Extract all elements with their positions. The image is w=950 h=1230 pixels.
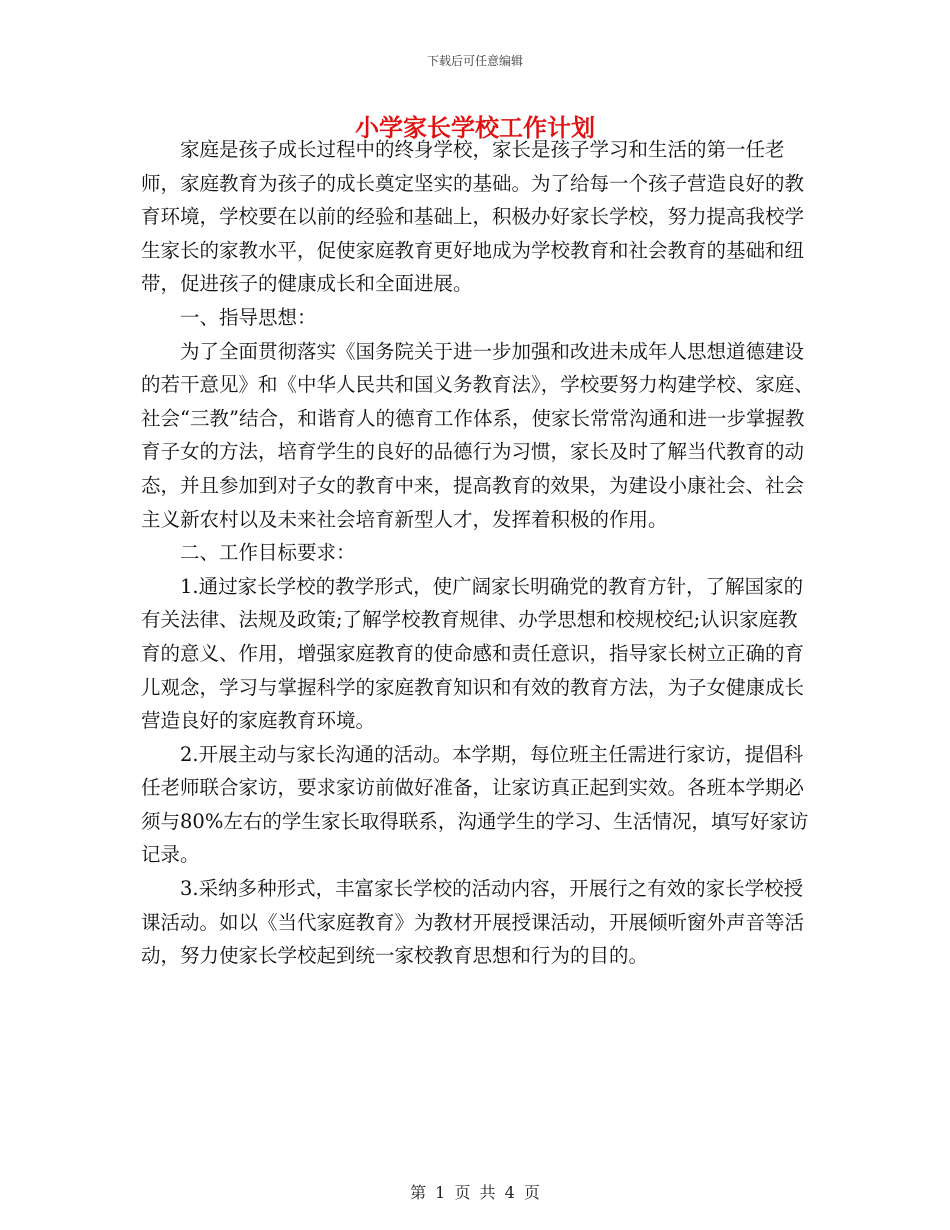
paragraph-intro: 家庭是孩子成长过程中的终身学校，家长是孩子学习和生活的第一任老师，家庭教育为孩子的成长奠定坚实的基础。为了给每一个孩子营造良好的教育环境，学校要在以前的经验和基础上，积极办好家长学校，努力提高我校学生家长的家教水平，促使家庭教育更好地成为学校教育和社会教育的基础和纽带，促进孩子的健康成长和全面进展。 bbox=[141, 138, 805, 296]
document-title: 小学家长学校工作计划 bbox=[355, 113, 595, 142]
list-item-goal-1: 1.通过家长学校的教学形式，使广阔家长明确党的教育方针，了解国家的有关法律、法规及政策;了解学校教育规律、办学思想和校规校纪;认识家庭教育的意义、作用，增强家庭教育的使命感和责任意识，指导家长树立正确的育儿观念，学习与掌握科学的家庭教育知识和有效的教育方法，为子女健康成长营造良好的家庭教育环境。 bbox=[141, 574, 805, 733]
list-item-goal-3: 3.采纳多种形式，丰富家长学校的活动内容，开展行之有效的家长学校授课活动。如以《当代家庭教育》为教材开展授课活动，开展倾听窗外声音等活动，努力使家长学校起到统一家校教育思想和行为的目的。 bbox=[141, 877, 805, 968]
page-number-footer: 第 1 页 共 4 页 bbox=[410, 1183, 540, 1202]
document-body bbox=[141, 133, 817, 973]
list-item-goal-2: 2.开展主动与家长沟通的活动。本学期，每位班主任需进行家访，提倡科任老师联合家访，要求家访前做好准备，让家访真正起到实效。各班本学期必须与80%左右的学生家长取得联系，沟通学生的学习、生活情况，填写好家访记录。 bbox=[141, 742, 809, 867]
section-heading-work-goals: 二、工作目标要求： bbox=[180, 541, 356, 565]
page-header-note: 下载后可任意编辑 bbox=[426, 54, 523, 68]
paragraph-guiding-thought: 为了全面贯彻落实《国务院关于进一步加强和改进未成年人思想道德建设的若干意见》和《中华人民共和国义务教育法》，学校要努力构建学校、家庭、社会“三教”结合，和谐育人的德育工作体系，使家长常常沟通和进一步掌握教育子女的方法，培育学生的良好的品德行为习惯，家长及时了解当代教育的动态，并且参加到对子女的教育中来，提高教育的效果，为建设小康社会、社会主义新农村以及未来社会培育新型人才，发挥着积极的作用。 bbox=[141, 339, 814, 531]
section-heading-guiding-thought: 一、指导思想： bbox=[180, 305, 317, 329]
